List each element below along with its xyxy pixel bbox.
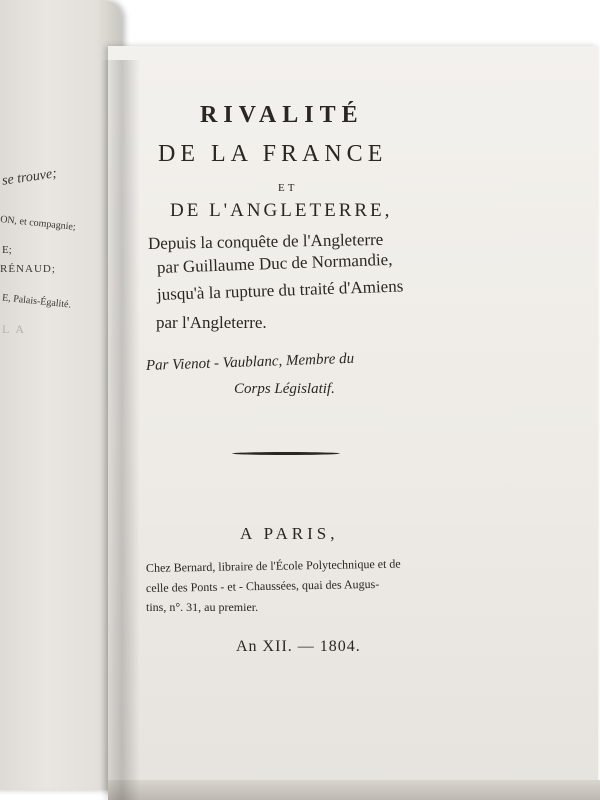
spine-shadow (100, 60, 140, 800)
title-line-2: DE LA FRANCE (158, 141, 388, 167)
left-page-line: L A (2, 322, 26, 336)
subtitle-line: jusqu'à la rupture du traité d'Amiens (156, 276, 404, 304)
subtitle-line: par l'Angleterre. (156, 313, 267, 332)
left-page-line: se trouve; (1, 166, 58, 189)
title-line-1: RIVALITÉ (200, 102, 364, 128)
publisher-line: celle des Ponts - et - Chaussées, quai des Augus- (145, 576, 380, 595)
imprint-city: A PARIS, (240, 524, 339, 543)
subtitle-line: par Guillaume Duc de Normandie, (156, 249, 393, 277)
subtitle-line: Depuis la conquête de l'Angleterre (147, 229, 384, 253)
left-page-line: E, Palais-Égalité. (1, 292, 72, 311)
left-page-line: ON, et compagnie; (0, 214, 77, 233)
author-affiliation: Corps Législatif. (234, 381, 335, 397)
publisher-line: tins, n°. 31, au premier. (146, 600, 259, 614)
author-line: Par Vienot - Vaublanc, Membre du (145, 350, 355, 374)
title-line-3: DE L'ANGLETERRE, (170, 200, 393, 221)
left-page-line: RÉNAUD; (0, 263, 56, 275)
publisher-line: Chez Bernard, libraire de l'École Polytechnique et de (145, 556, 401, 575)
publication-date: An XII. — 1804. (236, 638, 361, 655)
title-conjunction: ET (278, 182, 298, 194)
decorative-rule (232, 452, 340, 455)
page-edge (108, 780, 600, 800)
left-page-line: E; (2, 244, 12, 256)
